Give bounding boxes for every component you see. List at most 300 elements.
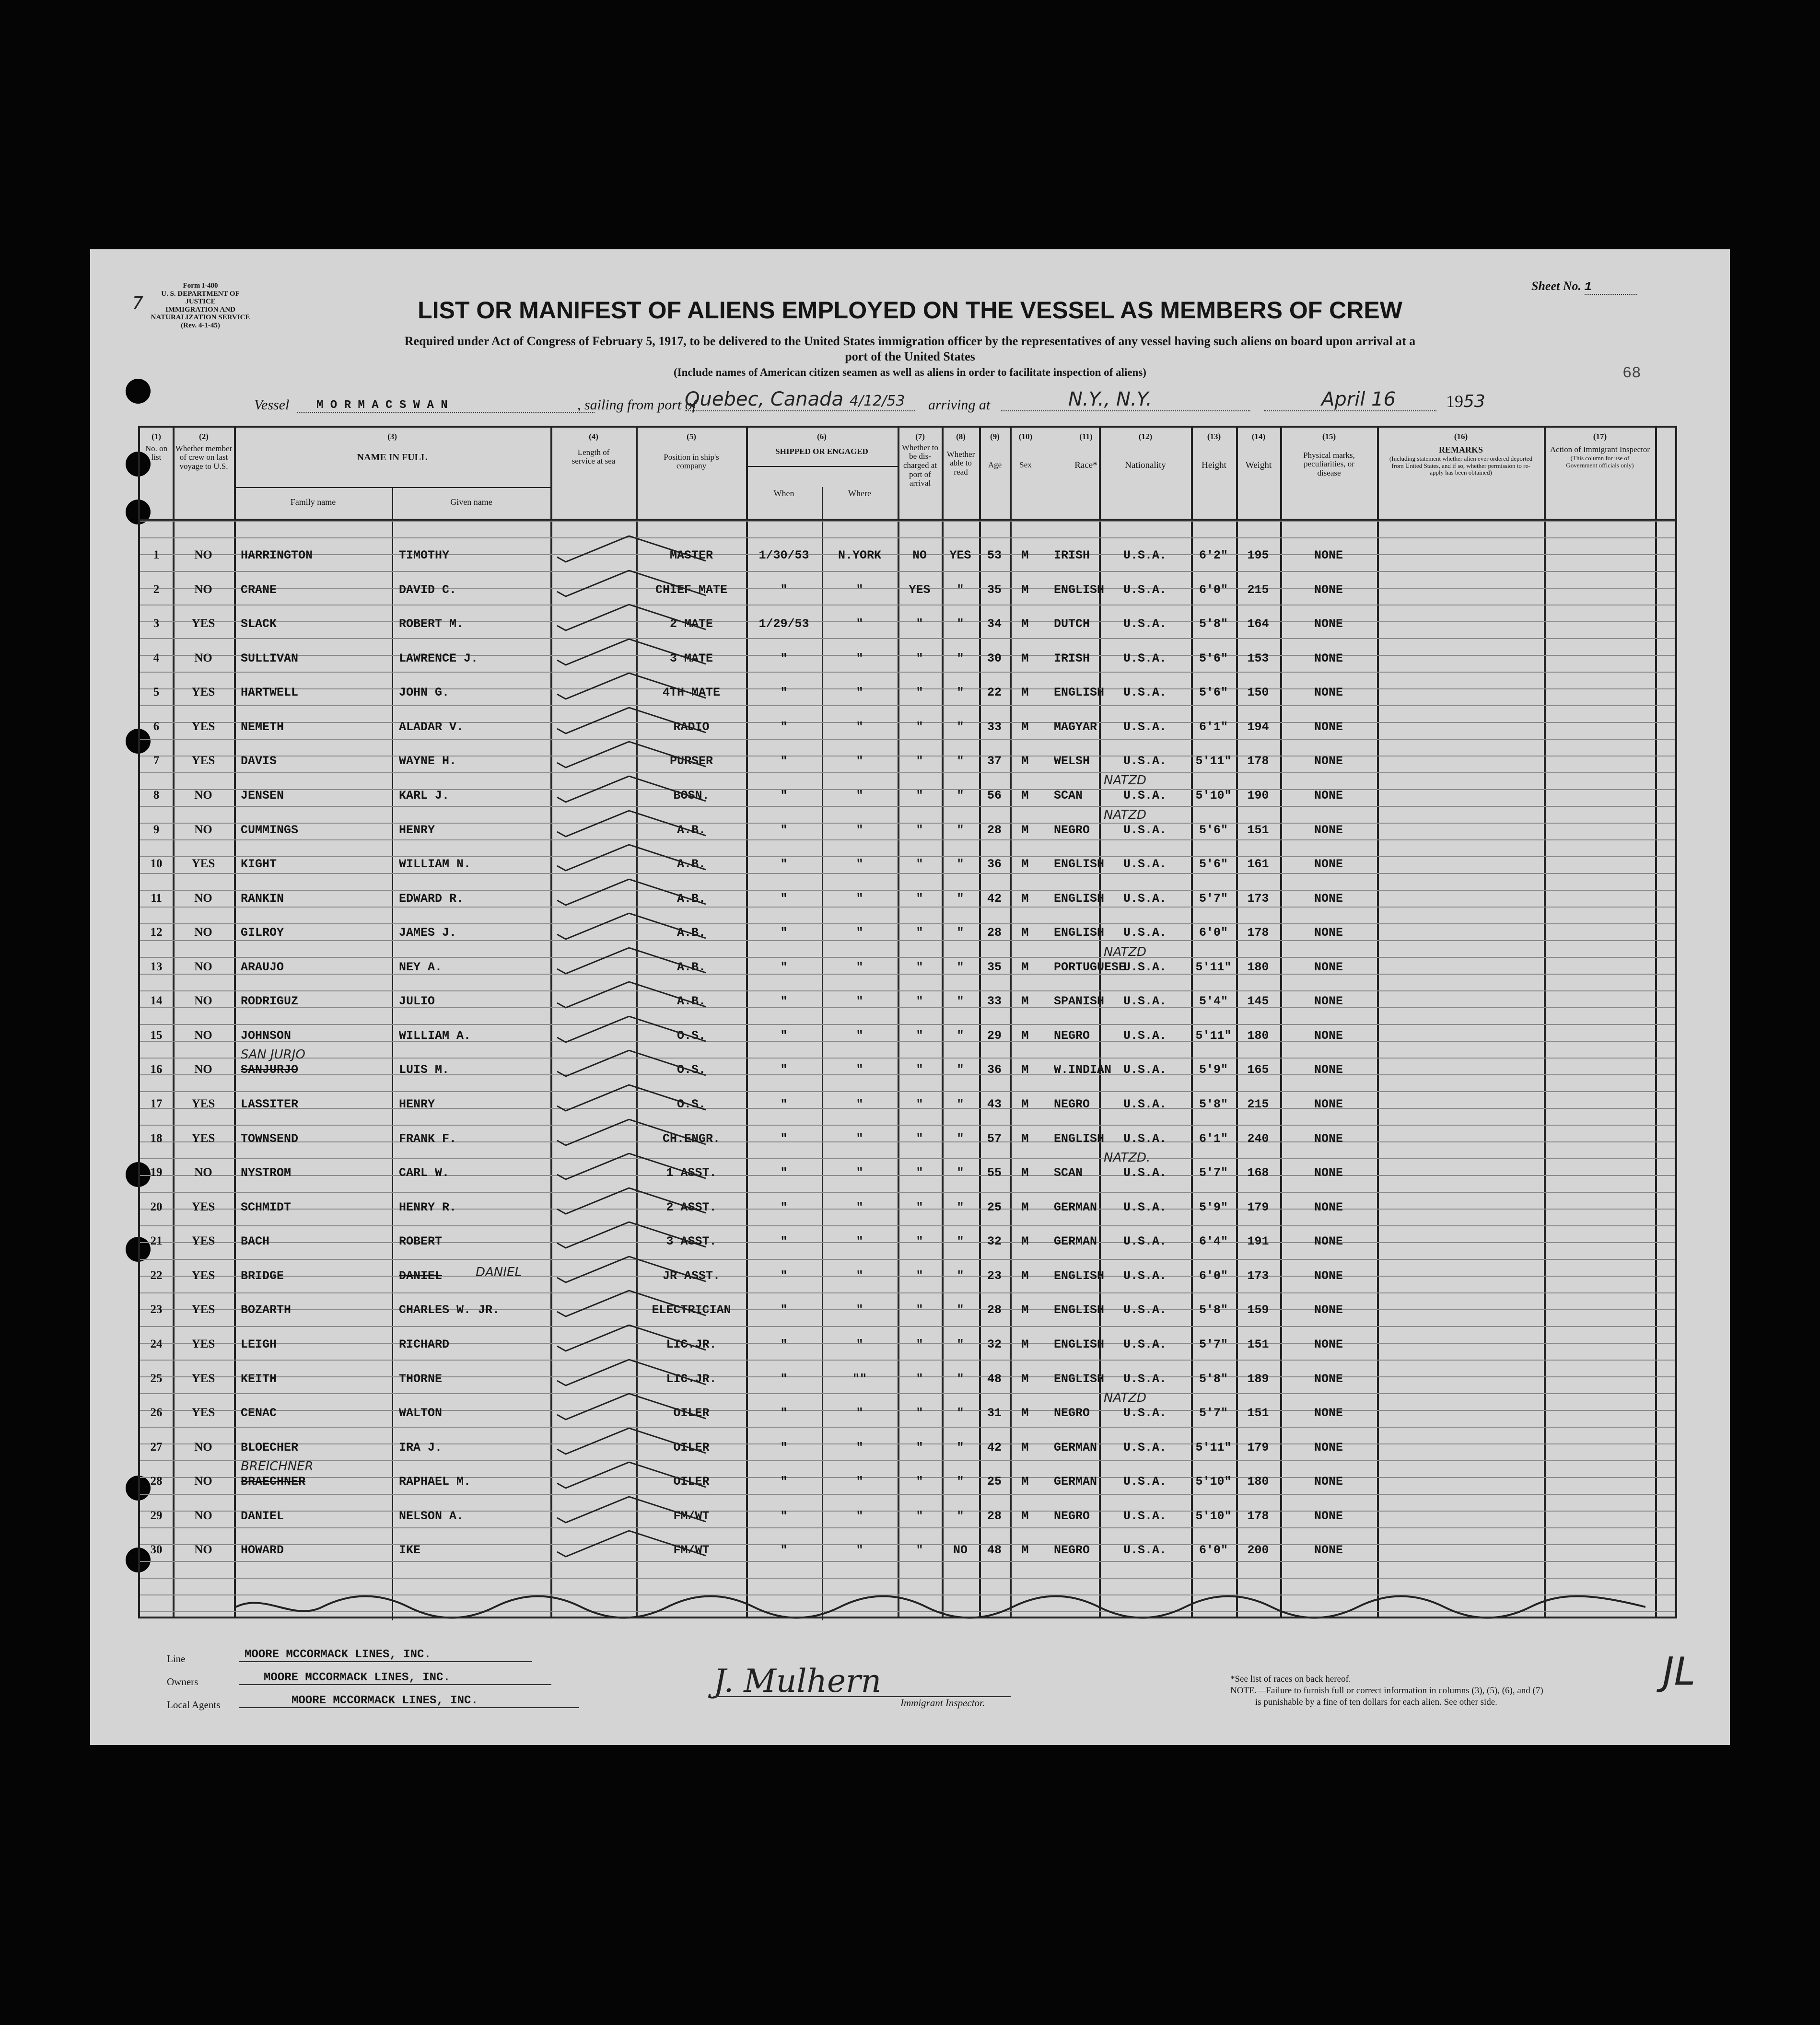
position: ELECTRICIAN [652,1303,731,1317]
age: 37 [987,754,1002,768]
sex: M [1021,582,1029,597]
family-name: SLACK [241,617,277,631]
sex: M [1021,994,1029,1009]
given-name: WAYNE H. [399,754,457,768]
shipped-where: " [856,960,863,974]
discharge: " [916,1406,923,1420]
age: 48 [987,1372,1002,1386]
age: 53 [987,548,1002,562]
race: NEGRO [1054,1406,1090,1420]
age: 28 [987,926,1002,940]
shipped-where: " [856,1269,863,1283]
position: 2 ASST. [666,1200,717,1214]
nationality: U.S.A. [1123,1372,1167,1386]
row-number: 20 [150,1200,163,1213]
position: 3 ASST. [666,1234,717,1249]
height: 5'11" [1195,960,1232,974]
shipped-where: " [856,1406,863,1420]
shipped-when: " [780,1543,788,1558]
given-name: HENRY [399,1097,435,1111]
age: 28 [987,1303,1002,1317]
sex: M [1021,788,1029,803]
shipped-where: " [856,720,863,734]
family-name: CRANE [241,582,277,597]
sex: M [1021,1200,1029,1214]
shipped-when: " [780,1166,788,1180]
include-note: (Include names of American citizen seamen as well as aliens in order to facilitate inspection of aliens) [674,366,1146,378]
check-mark [552,1527,715,1560]
nationality: U.S.A. [1123,823,1167,837]
col2-number: (2) [199,432,209,441]
given-name: WALTON [399,1406,443,1420]
shipped-when: " [780,720,788,734]
vessel-name: M O R M A C S W A N [297,399,595,413]
position: OILER [673,1406,710,1420]
crew-rows [140,521,1675,1618]
able-to-read: " [957,1200,964,1214]
shipped-where: " [856,617,863,631]
last-voyage: NO [194,823,212,836]
given-name: NELSON A. [399,1509,464,1523]
age: 22 [987,686,1002,700]
check-mark [552,909,715,943]
able-to-read: " [957,926,964,940]
able-to-read: " [957,617,964,631]
last-voyage: NO [194,1509,212,1522]
nationality: U.S.A. [1123,1028,1167,1043]
age: 57 [987,1131,1002,1146]
race: GERMAN [1054,1234,1097,1249]
check-mark [552,738,715,771]
table-row [140,1459,1675,1505]
physical-marks: NONE [1314,1406,1343,1420]
row-number: 23 [150,1303,163,1316]
able-to-read: " [957,1131,964,1146]
position: JR ASST. [662,1269,721,1283]
table-row [140,750,1675,785]
physical-marks: NONE [1314,1131,1343,1146]
table-row [140,1025,1675,1059]
table-row [140,1299,1675,1334]
family-name: ARAUJO [241,960,284,974]
given-name: JOHN G. [399,686,450,700]
table-row [140,1151,1675,1197]
handwritten-correction: NATZD [1104,807,1147,822]
family-name: HARRINGTON [241,548,313,562]
physical-marks: NONE [1314,754,1343,768]
weight: 173 [1247,891,1269,906]
race: ENGLISH [1054,686,1105,700]
arrival-date: April 16 [1264,388,1436,411]
row-number: 7 [153,754,160,768]
race: GERMAN [1054,1200,1097,1214]
able-to-read: YES [949,548,971,562]
last-voyage: NO [194,960,212,973]
col11-label: Race* [1074,460,1097,470]
shipped-when: " [780,1028,788,1043]
check-mark [552,1253,715,1286]
discharge: " [916,926,923,940]
check-mark [552,978,715,1012]
discharge: " [916,1063,923,1077]
sex: M [1021,1063,1029,1077]
physical-marks: NONE [1314,926,1343,940]
table-row [140,922,1675,956]
family-name: NYSTROM [241,1166,292,1180]
physical-marks: NONE [1314,617,1343,631]
col17-header [1545,432,1655,469]
height: 5'11" [1195,754,1232,768]
height: 6'4" [1199,1234,1228,1249]
height: 5'7" [1199,1337,1228,1351]
check-mark [552,1081,715,1115]
age: 28 [987,1509,1002,1523]
check-mark [552,1150,715,1183]
table-row [140,853,1675,888]
given-name: DAVID C. [399,582,457,597]
last-voyage: NO [194,548,212,561]
row-number: 10 [150,857,163,871]
table-row [140,1197,1675,1231]
col3-header [234,432,550,463]
race: NEGRO [1054,1028,1090,1043]
physical-marks: NONE [1314,1303,1343,1317]
last-voyage: YES [191,617,215,630]
col9-number: (9) [990,432,1000,441]
ledger-line [140,1578,1675,1579]
last-voyage: YES [191,1097,215,1110]
race: GERMAN [1054,1440,1097,1455]
table-row [140,807,1675,854]
family-name: BLOECHER [241,1440,299,1455]
nationality: U.S.A. [1123,1063,1167,1077]
given-name: CARL W. [399,1166,450,1180]
col15-number: (15) [1322,432,1336,441]
sex: M [1021,720,1029,734]
row-number: 30 [150,1543,163,1557]
check-mark [552,1012,715,1046]
table-row [140,1505,1675,1540]
discharge: " [916,1475,923,1489]
shipped-when: " [780,582,788,597]
col16-sublabel: (Including statement whether alien ever ordered deported from United States, and if so, whether permission to re-apply has been obtained) [1389,455,1533,477]
discharge: " [916,686,923,700]
col17-label: Action of Immigrant Inspector [1550,444,1650,454]
table-row [140,1391,1675,1437]
able-to-read: " [957,1028,964,1043]
last-voyage: YES [191,1372,215,1385]
age: 31 [987,1406,1002,1420]
nationality: U.S.A. [1123,617,1167,631]
row-number: 1 [153,548,160,561]
weight: 179 [1247,1200,1269,1214]
col7-number: (7) [915,432,925,441]
sailing-label: , sailing from port of [577,397,697,413]
check-mark [552,669,715,703]
end-of-list-mark [236,1593,1645,1621]
row-number: 2 [153,582,160,596]
position: OILER [673,1475,710,1489]
departure-port [685,388,915,411]
col7-header [898,432,942,488]
row-number: 19 [150,1166,163,1179]
weight: 165 [1247,1063,1269,1077]
physical-marks: NONE [1314,994,1343,1009]
nationality: U.S.A. [1123,720,1167,734]
family-name: LEIGH [241,1337,277,1351]
row-number: 22 [150,1269,163,1282]
able-to-read: " [957,1234,964,1249]
shipped-when: " [780,1475,788,1489]
family-name: TOWNSEND [241,1131,299,1146]
last-voyage: NO [194,1440,212,1454]
sex: M [1021,960,1029,974]
shipped-where: " [856,1097,863,1111]
check-mark [552,1287,715,1320]
last-voyage: NO [194,651,212,664]
given-name: RAPHAEL M. [399,1475,471,1489]
able-to-read: " [957,1063,964,1077]
physical-marks: NONE [1314,1166,1343,1180]
nationality: U.S.A. [1123,788,1167,803]
height: 6'1" [1199,1131,1228,1146]
last-voyage: NO [194,1028,212,1042]
given-name: EDWARD R. [399,891,464,906]
row-number: 3 [153,617,160,630]
weight: 173 [1247,1269,1269,1283]
shipped-where: "" [852,1372,867,1386]
owners-label: Owners [167,1676,198,1688]
nationality: U.S.A. [1123,1097,1167,1111]
weight: 194 [1247,720,1269,734]
shipped-when: " [780,1097,788,1111]
col9-header [980,432,1010,469]
discharge: NO [912,548,927,562]
last-voyage: YES [191,1269,215,1282]
position: 1 ASST. [666,1166,717,1180]
weight: 161 [1247,857,1269,872]
height: 5'8" [1199,1303,1228,1317]
nationality: U.S.A. [1123,548,1167,562]
age: 33 [987,994,1002,1009]
physical-marks: NONE [1314,1269,1343,1283]
vessel-label: Vessel [254,397,290,413]
row-number: 14 [150,994,163,1008]
age: 32 [987,1234,1002,1249]
shipped-when: " [780,754,788,768]
able-to-read: " [957,1337,964,1351]
physical-marks: NONE [1314,1028,1343,1043]
physical-marks: NONE [1314,1234,1343,1249]
nationality: U.S.A. [1123,582,1167,597]
age: 29 [987,1028,1002,1043]
age: 36 [987,857,1002,872]
nationality: U.S.A. [1123,1337,1167,1351]
nationality: U.S.A. [1123,960,1167,974]
height: 5'10" [1195,788,1232,803]
ledger-line [140,537,1675,538]
check-mark [552,1356,715,1389]
table-row [140,1437,1675,1471]
race: W.INDIAN [1054,1063,1112,1077]
col13-number: (13) [1207,432,1221,441]
shipped-when: " [780,960,788,974]
given-name: WILLIAM A. [399,1028,471,1043]
able-to-read: " [957,720,964,734]
row-number: 18 [150,1131,163,1145]
table-row [140,1094,1675,1128]
sex: M [1021,651,1029,665]
height: 5'6" [1199,857,1228,872]
family-name: RANKIN [241,891,284,906]
given-name: JAMES J. [399,926,457,940]
given-name: ALADAR V. [399,720,464,734]
arrival-year [1446,391,1485,411]
discharge: " [916,788,923,803]
race: WELSH [1054,754,1090,768]
col14-number: (14) [1251,432,1266,441]
nationality: U.S.A. [1123,1509,1167,1523]
discharge: " [916,1372,923,1386]
check-mark [552,1458,715,1492]
weight: 179 [1247,1440,1269,1455]
row-number: 28 [150,1475,163,1488]
weight: 151 [1247,1406,1269,1420]
position: BOSN. [673,788,710,803]
age: 42 [987,1440,1002,1455]
able-to-read: " [957,582,964,597]
discharge: " [916,1097,923,1111]
position: RADIO [673,720,710,734]
table-row [140,1231,1675,1265]
year-value: 53 [1463,392,1485,411]
table-row [140,1334,1675,1368]
position: A.B. [677,891,706,906]
race: ENGLISH [1054,582,1105,597]
sex: M [1021,857,1029,872]
row-number: 25 [150,1372,163,1385]
sheet-label: Sheet No. [1531,279,1581,293]
col6-header [746,432,898,456]
physical-marks: NONE [1314,1063,1343,1077]
height: 5'8" [1199,617,1228,631]
position: A.B. [677,926,706,940]
race: NEGRO [1054,1097,1090,1111]
height: 6'0" [1199,582,1228,597]
position: LIC.JR. [666,1372,717,1386]
row-number: 8 [153,788,160,802]
col16-header [1378,432,1544,476]
age: 55 [987,1166,1002,1180]
required-line-2: port of the United States [845,349,975,363]
position: CHIEF MATE [655,582,728,597]
discharge: " [916,857,923,872]
age: 42 [987,891,1002,906]
nationality: U.S.A. [1123,754,1167,768]
height: 5'6" [1199,686,1228,700]
race: IRISH [1054,548,1090,562]
arrival-port: N.Y., N.Y. [1001,388,1250,411]
when-header: When [773,489,794,498]
family-name: JENSEN [241,788,284,803]
corner-mark: 7 [132,293,143,313]
table-row [140,1539,1675,1574]
shipped-when: 1/30/53 [758,548,809,562]
family-name: BOZARTH [241,1303,292,1317]
physical-marks: NONE [1314,720,1343,734]
discharge: " [916,1303,923,1317]
sheet-number-field [1531,279,1637,295]
col3-number: (3) [387,432,397,441]
family-name-header: Family name [290,497,336,507]
row-number: 24 [150,1337,163,1350]
col12-label: Nationality [1125,460,1166,470]
given-name: TIMOTHY [399,548,450,562]
physical-marks: NONE [1314,582,1343,597]
table-row [140,579,1675,614]
last-voyage: NO [194,582,212,596]
check-mark [552,772,715,806]
col1-header [140,432,173,462]
family-name: HARTWELL [241,686,299,700]
shipped-when: " [780,1406,788,1420]
col12-header [1100,432,1191,471]
arriving-label: arriving at [928,397,991,413]
col17-sublabel: (This column for use of Government officials only) [1566,454,1634,469]
nationality: U.S.A. [1123,1303,1167,1317]
nationality: U.S.A. [1123,686,1167,700]
able-to-read: " [957,994,964,1009]
col4-header [551,432,636,466]
physical-marks: NONE [1314,1543,1343,1558]
col16-number: (16) [1454,432,1468,441]
able-to-read: " [957,1440,964,1455]
initials: JL [1663,1649,1696,1694]
age: 30 [987,651,1002,665]
last-voyage: YES [191,1406,215,1420]
given-name: KARL J. [399,788,450,803]
sex: M [1021,1269,1029,1283]
race: ENGLISH [1054,1303,1105,1317]
given-name: RICHARD [399,1337,450,1351]
position: A.B. [677,857,706,872]
table-row [140,990,1675,1025]
handwritten-correction: NATZD [1104,1391,1147,1406]
table-row [140,888,1675,922]
header-divider [746,466,898,467]
family-name: GILROY [241,926,284,940]
handwritten-correction: NATZD. [1104,1151,1151,1165]
nationality: U.S.A. [1123,651,1167,665]
check-mark [552,807,715,840]
row-number: 16 [150,1063,163,1076]
family-name: RODRIGUZ [241,994,299,1009]
shipped-where: " [856,857,863,872]
weight: 180 [1247,960,1269,974]
races-note: *See list of races on back hereof. [1230,1674,1351,1684]
inspector-signature: J. Mulhern [713,1663,882,1699]
weight: 215 [1247,1097,1269,1111]
age: 35 [987,960,1002,974]
handwritten-correction: SAN JURJO [241,1047,305,1062]
check-mark [552,532,715,566]
race: ENGLISH [1054,1131,1105,1146]
discharge: " [916,1440,923,1455]
weight: 190 [1247,788,1269,803]
weight: 180 [1247,1475,1269,1489]
given-name: DANIEL [399,1269,443,1283]
col5-number: (5) [687,432,696,441]
